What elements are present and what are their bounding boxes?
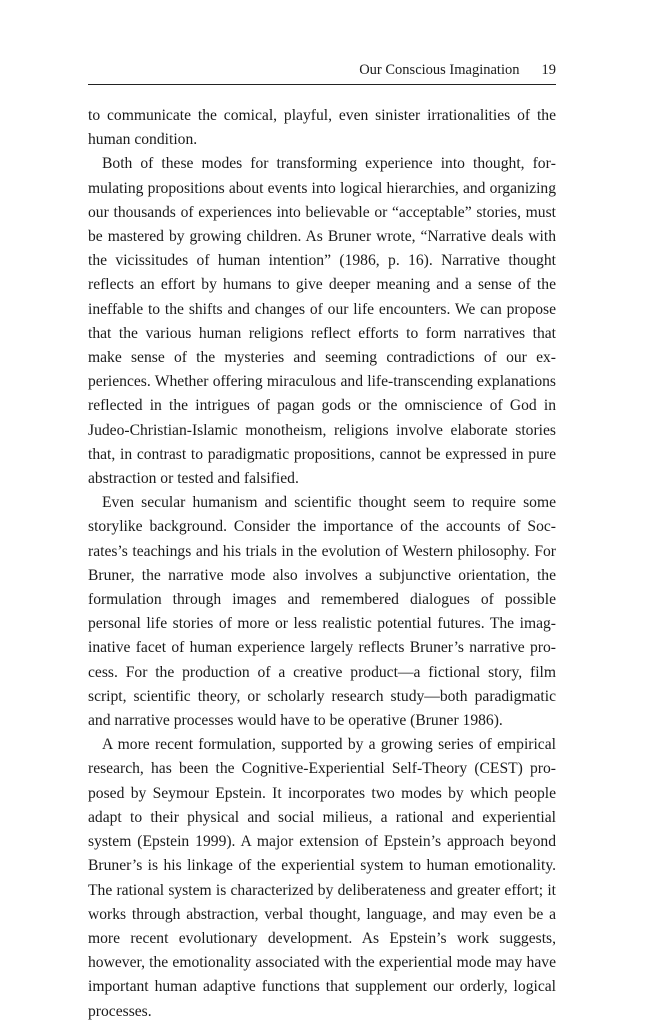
body-text	[88, 104, 556, 1024]
running-head	[88, 62, 556, 82]
running-head-title: Our Conscious Imagination	[359, 62, 520, 78]
paragraph-cest: A more recent formulation, supported by a growing series of empirical research, has been the Cognitive-Experiential Self-Theory (CEST) proposed by Seymour Epstein. It incorporates two modes by which people adapt to their physical and social milieus, a rational and experiential system (Epstein 1999). A major extension of Epstein’s approach beyond Bruner’s is his linkage of the experiential system to human emotionality. The rational system is characterized by deliberateness and greater effort; it works through abstraction, verbal thought, language, and may even be a more recent evolutionary development. As Epstein’s work suggests, however, the emotionality associated with the experiential mode may have important human adaptive functions that supplement our orderly, logical processes.	[88, 736, 556, 1020]
header-rule	[88, 84, 556, 85]
paragraph-modes-of-thought: Both of these modes for transforming experience into thought, formulating propositions about events into logical hierarchies, and organizing our thousands of experiences into believable or “acceptable” stories, must be mastered by growing children. As Bruner wrote, “Narrative deals with the vicissitudes of human intention” (1986, p. 16). Narrative thought reflects an effort by humans to give deeper meaning and a sense of the ineffable to the shifts and changes of our life encounters. We can propose that the various human religions reflect efforts to form narratives that make sense of the mysteries and seeming contradictions of our experiences. Whether offering miraculous and life-transcending explanations reflected in the intrigues of pagan gods or the omniscience of God in Judeo-Christian-Islamic monotheism, religions involve elaborate stories that, in contrast to paradigmatic propositions, cannot be expressed in pure abstraction or tested and falsified.	[88, 155, 556, 488]
paragraph-secular-humanism: Even secular humanism and scientific thought seem to require some storylike background. Consider the importance of the accounts of Socrates’s teachings and his trials in the evolution of Western philosophy. For Bruner, the narrative mode also involves a subjunctive orientation, the formulation through images and remembered dialogues of possible personal life stories of more or less realistic potential futures. The imaginative facet of human experience largely reflects Bruner’s narrative process. For the production of a creative product—a fictional story, film script, scientific theory, or scholarly research study—both paradigmatic and narrative processes would have to be operative (Bruner 1986).	[88, 494, 556, 730]
page-number: 19	[541, 62, 556, 78]
paragraph-continued: to communicate the comical, playful, even sinister irrationalities of the human condition.	[88, 107, 556, 149]
